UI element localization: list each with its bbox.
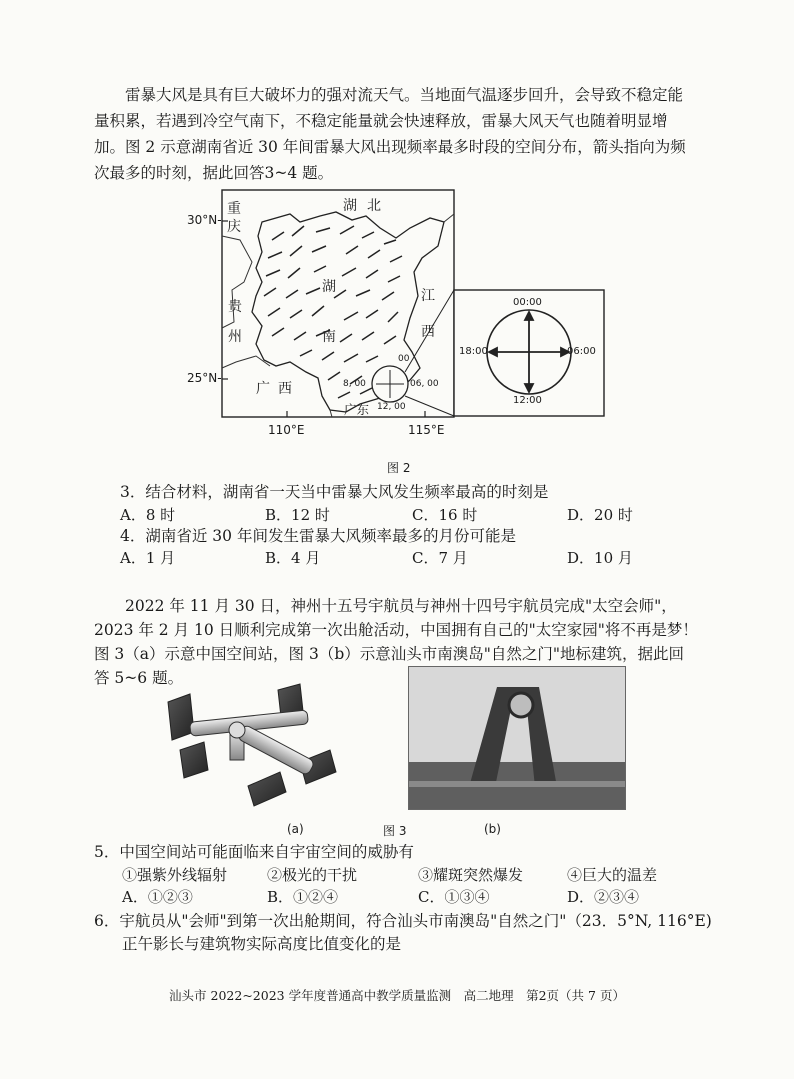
province-hubei: 湖北 (343, 198, 391, 214)
clock-bottom-label: 12:00 (513, 395, 542, 406)
nature-gate-drawing (409, 667, 625, 809)
q3-option-c: C．16 时 (412, 506, 478, 524)
lat-30-label: 30°N- (187, 213, 222, 227)
clock-top-label: 00:00 (513, 297, 542, 308)
small-clock-right: 06, 00 (410, 379, 439, 389)
q5-item-2: ②极光的干扰 (267, 866, 358, 884)
lat-25-label: 25°N- (187, 371, 222, 385)
intro-paragraph: 雷暴大风是具有巨大破坏力的强对流天气。当地面气温逐步回升，会导致不稳定能量积累，若遇到冷空气南下，不稳定能量就会快速释放，雷暴大风天气也随着明显增加。图 2 示意湖南省近 30 年间雷暴大风出现频率最多时段的空间分布，箭头指向为频次最多的时刻，据此回答3~4 题。 (94, 86, 686, 182)
q5-item-1: ①强紫外线辐射 (122, 866, 228, 884)
q5-option-b: B．①②④ (267, 888, 339, 906)
q4-option-c: C．7 月 (412, 549, 468, 567)
figure-2-caption: 图 2 (387, 461, 411, 475)
q5-option-a: A．①②③ (122, 888, 193, 906)
province-guizhou: 贵州 (228, 299, 242, 345)
province-chongqing: 重庆 (227, 201, 241, 235)
small-clock-left: 8, 00 (343, 379, 366, 389)
q5-option-c: C．①③④ (418, 888, 490, 906)
figure-3b-photo (408, 666, 626, 810)
lon-110-label: 110°E (268, 423, 305, 437)
intro2-paragraph: 2022 年 11 月 30 日，神州十五号宇航员与神州十四号宇航员完成"太空会师"，2023 年 2 月 10 日顺利完成第一次出舱活动，中国拥有自己的"太空家园"将不再是梦！图 3（a）示意中国空间站，图 3（b）示意汕头市南澳岛"自然之门"地标建筑，据此回答 5~6 题。 (94, 597, 698, 687)
small-clock-top: 00 (398, 354, 410, 364)
q4-option-a: A．1 月 (120, 549, 176, 567)
q6-stem-line2: 正午影长与建筑物实际高度比值变化的是 (122, 935, 402, 953)
q5-option-d: D．②③④ (567, 888, 640, 906)
figure-2-map (0, 0, 794, 475)
page-footer: 汕头市 2022~2023 学年度普通高中教学质量监测 高二地理 第2页（共 7 页） (169, 988, 625, 1003)
q3-option-a: A．8 时 (120, 506, 176, 524)
q5-item-3: ③耀斑突然爆发 (418, 866, 524, 884)
figure-3a-label: (a) (287, 822, 304, 836)
figure-3b-label: (b) (484, 822, 501, 836)
q3-option-b: B．12 时 (265, 506, 330, 524)
small-clock-bottom: 12, 00 (377, 402, 406, 412)
province-guangdong: 广东 (344, 402, 370, 417)
clock-left-label: 18:00 (459, 346, 488, 357)
lon-115-label: 115°E (408, 423, 445, 437)
q3-option-d: D．20 时 (567, 506, 633, 524)
q4-option-d: D．10 月 (567, 549, 633, 567)
q6-stem-line1: 6．宇航员从"会师"到第一次出舱期间，符合汕头市南澳岛"自然之门"（23．5°N, 116°E) (94, 912, 712, 930)
q4-stem: 4．湖南省近 30 年间发生雷暴大风频率最多的月份可能是 (120, 527, 516, 545)
space-station-drawing (160, 680, 350, 810)
q3-stem: 3．结合材料，湖南省一天当中雷暴大风发生频率最高的时刻是 (120, 483, 549, 501)
q4-option-b: B．4 月 (265, 549, 321, 567)
q5-item-4: ④巨大的温差 (567, 866, 658, 884)
province-guangxi: 广西 (256, 381, 300, 397)
map-drawing (0, 0, 794, 470)
figure-3a-space-station (160, 680, 350, 810)
q5-stem: 5．中国空间站可能面临来自宇宙空间的威胁有 (94, 843, 414, 861)
clock-right-label: 06:00 (567, 346, 596, 357)
province-jiangxi: 江西 (421, 288, 435, 340)
province-hunan: 湖南 (322, 279, 336, 345)
figure-3-caption: 图 3 (383, 824, 407, 838)
